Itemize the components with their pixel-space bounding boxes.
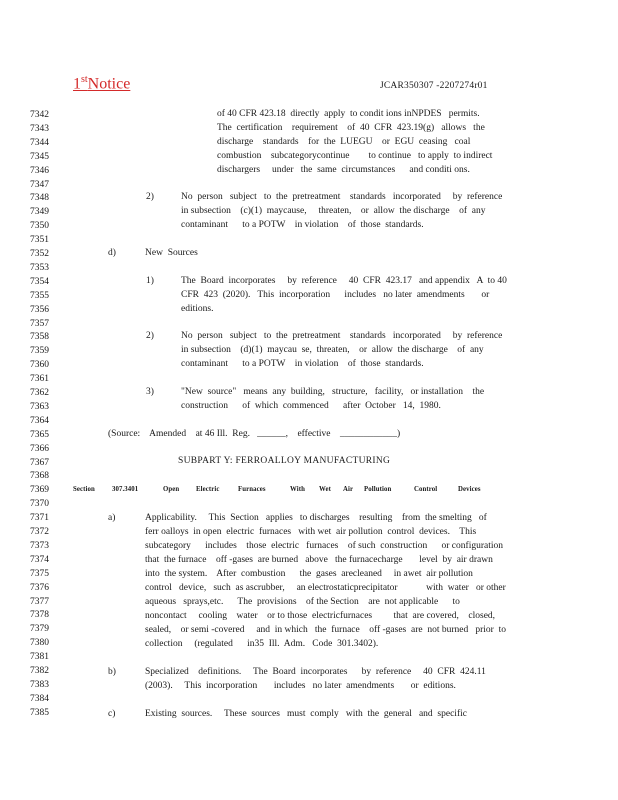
- item-label: 2): [146, 192, 154, 202]
- item-label: a): [108, 513, 116, 523]
- line-number: 7365: [30, 429, 49, 440]
- document-code: JCAR350307 -2207274r01: [380, 81, 488, 91]
- line-number: 7346: [30, 165, 49, 176]
- paragraph-line: in subsection (c)(1) maycause, threaten, or allow the discharge of any: [181, 206, 486, 216]
- item-label: 1): [146, 276, 154, 286]
- paragraph-line: Applicability. This Section applies to discharges resulting from the smelting of: [145, 513, 487, 523]
- continuation-line: discharge standards for the LUEGU or EGU ceasing coal: [217, 137, 471, 147]
- item-label: c): [108, 709, 116, 719]
- line-number: 7370: [30, 499, 49, 510]
- section-title-word: Air: [343, 486, 354, 493]
- paragraph-line: editions.: [181, 304, 214, 314]
- paragraph-line: contaminant to a POTW in violation of those standards.: [181, 220, 424, 230]
- paragraph-line: into the system. After combustion the gases arecleaned in awet air pollution: [145, 569, 473, 579]
- section-title-word: With: [290, 486, 306, 493]
- section-title-word: Wet: [319, 486, 332, 493]
- line-number: 7348: [30, 193, 49, 204]
- paragraph-line: Specialized definitions. The Board incorporates by reference 40 CFR 424.11: [145, 667, 486, 677]
- line-number: 7379: [30, 624, 49, 635]
- line-number: 7371: [30, 513, 49, 524]
- line-number: 7352: [30, 249, 49, 259]
- line-number: 7372: [30, 527, 49, 537]
- item-label: d): [108, 248, 116, 258]
- item-label: 3): [146, 387, 154, 397]
- paragraph-line: No person subject to the pretreatment standards incorporated by reference: [181, 331, 503, 341]
- line-number: 7344: [30, 137, 49, 148]
- section-title-word: Electric: [196, 486, 220, 493]
- line-number: 7355: [30, 290, 49, 301]
- subsection-title: New Sources: [145, 248, 198, 258]
- paragraph-line: that the furnace off -gases are burned above the furnacecharge level by air drawn: [145, 555, 493, 565]
- source-note: (Source: Amended at 46 Ill. Reg. ______, effective ____________): [108, 429, 401, 439]
- paragraph-line: aqueous sprays,etc. The provisions of the Section are not applicable to: [145, 597, 460, 607]
- line-number: 7353: [30, 262, 49, 273]
- paragraph-line: (2003). This incorporation includes no later amendments or editions.: [145, 681, 456, 691]
- line-number: 7350: [30, 221, 49, 232]
- line-number: 7347: [30, 179, 49, 190]
- section-title-word: Pollution: [364, 486, 392, 493]
- line-number: 7361: [30, 374, 49, 385]
- line-number: 7378: [30, 610, 49, 621]
- paragraph-line: in subsection (d)(1) maycau se, threaten, or allow the discharge of any: [181, 345, 484, 355]
- line-number: 7377: [30, 596, 49, 607]
- line-number: 7342: [30, 110, 49, 120]
- item-label: 2): [146, 331, 154, 341]
- line-number: 7349: [30, 207, 49, 218]
- line-number: 7359: [30, 346, 49, 357]
- section-word: Section: [73, 486, 95, 493]
- paragraph-line: control device, such as ascrubber, an electrostaticprecipitator with water or other: [145, 583, 506, 593]
- line-number: 7364: [30, 415, 49, 426]
- line-number: 7351: [30, 235, 49, 246]
- paragraph-line: No person subject to the pretreatment standards incorporated by reference: [181, 192, 503, 202]
- paragraph-line: sealed, or semi -covered and in which the furnace off -gases are not burned prior to: [145, 625, 506, 635]
- notice-label: 1stNotice: [73, 74, 131, 93]
- continuation-line: of 40 CFR 423.18 directly apply to condit ions inNPDES permits.: [217, 109, 480, 119]
- line-number: 7383: [30, 679, 49, 690]
- item-label: b): [108, 667, 116, 677]
- paragraph-line: Existing sources. These sources must comply with the general and specific: [145, 709, 467, 719]
- paragraph-line: The Board incorporates by reference 40 CFR 423.17 and appendix A to 40: [181, 276, 507, 286]
- paragraph-line: "New source" means any building, structure, facility, or installation the: [181, 387, 485, 397]
- line-number: 7354: [30, 276, 49, 287]
- line-number: 7356: [30, 304, 49, 315]
- line-number: 7380: [30, 638, 49, 649]
- paragraph-line: subcategory includes those electric furnaces of such construction or configuration: [145, 541, 503, 551]
- section-title-word: Furnaces: [238, 486, 266, 493]
- line-number: 7385: [30, 707, 49, 718]
- line-number: 7362: [30, 388, 49, 398]
- paragraph-line: CFR 423 (2020). This incorporation includes no later amendments or: [181, 290, 490, 300]
- line-number: 7373: [30, 540, 49, 551]
- line-number: 7345: [30, 151, 49, 162]
- line-number: 7360: [30, 360, 49, 371]
- paragraph-line: ferr oalloys in open electric furnaces with wet air pollution control devices. This: [145, 527, 477, 537]
- line-number: 7382: [30, 666, 49, 676]
- paragraph-line: collection (regulated in35 Ill. Adm. Code 301.3402).: [145, 639, 379, 649]
- paragraph-line: construction of which commenced after October 14, 1980.: [181, 401, 441, 411]
- section-title-word: Control: [414, 486, 438, 493]
- continuation-line: The certification requirement of 40 CFR 423.19(g) allows the: [217, 123, 485, 133]
- line-number: 7384: [30, 693, 49, 704]
- line-number: 7363: [30, 401, 49, 412]
- line-number: 7376: [30, 582, 49, 593]
- paragraph-line: noncontact cooling water or to those electricfurnaces that are covered, closed,: [145, 611, 496, 621]
- paragraph-line: contaminant to a POTW in violation of those standards.: [181, 359, 424, 369]
- line-number: 7343: [30, 123, 49, 134]
- line-number: 7366: [30, 443, 49, 454]
- subpart-heading: SUBPART Y: FERROALLOY MANUFACTURING: [178, 456, 391, 466]
- line-number: 7367: [30, 457, 49, 468]
- section-number: 307.3401: [112, 486, 139, 493]
- section-title-word: Open: [163, 486, 180, 493]
- line-number: 7375: [30, 568, 49, 579]
- line-number: 7368: [30, 471, 49, 482]
- section-title-word: Devices: [458, 486, 481, 493]
- line-number: 7357: [30, 318, 49, 329]
- line-number: 7381: [30, 652, 49, 663]
- continuation-line: combustion subcategorycontinue to continue to apply to indirect: [217, 151, 493, 161]
- line-number: 7369: [30, 485, 49, 496]
- line-number: 7358: [30, 332, 49, 343]
- line-number: 7374: [30, 554, 49, 565]
- continuation-line: dischargers under the same circumstances and conditi ons.: [217, 165, 470, 175]
